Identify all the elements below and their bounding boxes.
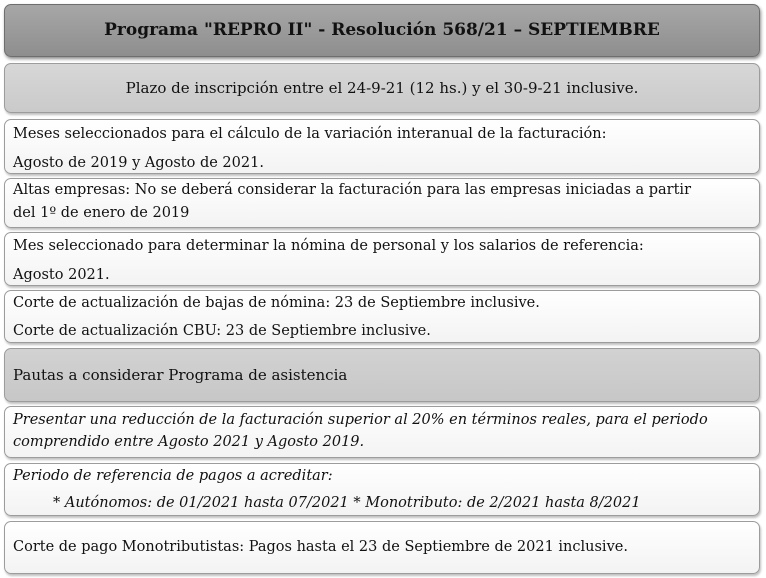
nomina-line-2: Agosto 2021. xyxy=(13,267,110,283)
plazo-text: Plazo de inscripción entre el 24-9-21 (12 hs.) y el 30-9-21 inclusive. xyxy=(125,78,639,97)
meses-line-2: Agosto de 2019 y Agosto de 2021. xyxy=(13,155,264,171)
reduccion-line-2: comprendido entre Agosto 2021 y Agosto 2019. xyxy=(13,434,365,450)
periodo-items xyxy=(13,491,751,516)
pautas-title: Pautas a considerar Programa de asistencia xyxy=(13,365,348,384)
meses-line-1: Meses seleccionados para el cálculo de la variación interanual de la facturación: xyxy=(13,126,607,142)
altas-line-2: del 1º de enero de 2019 xyxy=(13,205,190,221)
title-box xyxy=(4,4,760,57)
reduccion-box xyxy=(4,406,760,458)
pago-text: Corte de pago Monotributistas: Pagos hasta el 23 de Septiembre de 2021 inclusive. xyxy=(13,539,628,555)
corte-line-1: Corte de actualización de bajas de nómina: 23 de Septiembre inclusive. xyxy=(13,295,540,311)
pago-box xyxy=(4,521,760,574)
page-title: Programa "REPRO II" - Resolución 568/21 – SEPTIEMBRE xyxy=(104,20,660,40)
periodo-autonomos: * Autónomos: de 01/2021 hasta 07/2021 xyxy=(53,495,349,511)
corte-box xyxy=(4,290,760,343)
nomina-line-1: Mes seleccionado para determinar la nómina de personal y los salarios de referencia: xyxy=(13,238,644,254)
corte-line-2: Corte de actualización CBU: 23 de Septiembre inclusive. xyxy=(13,323,431,339)
nomina-box xyxy=(4,232,760,286)
altas-line-1: Altas empresas: No se deberá considerar la facturación para las empresas iniciadas a partir xyxy=(13,182,692,198)
altas-box xyxy=(4,178,760,228)
meses-box xyxy=(4,119,760,174)
periodo-box xyxy=(4,463,760,516)
reduccion-line-1: Presentar una reducción de la facturación superior al 20% en términos reales, para el periodo xyxy=(13,412,708,428)
pautas-box xyxy=(4,348,760,402)
periodo-monotributo: * Monotributo: de 2/2021 hasta 8/2021 xyxy=(353,495,641,511)
plazo-box xyxy=(4,63,760,113)
periodo-line-1: Periodo de referencia de pagos a acreditar: xyxy=(13,468,333,484)
